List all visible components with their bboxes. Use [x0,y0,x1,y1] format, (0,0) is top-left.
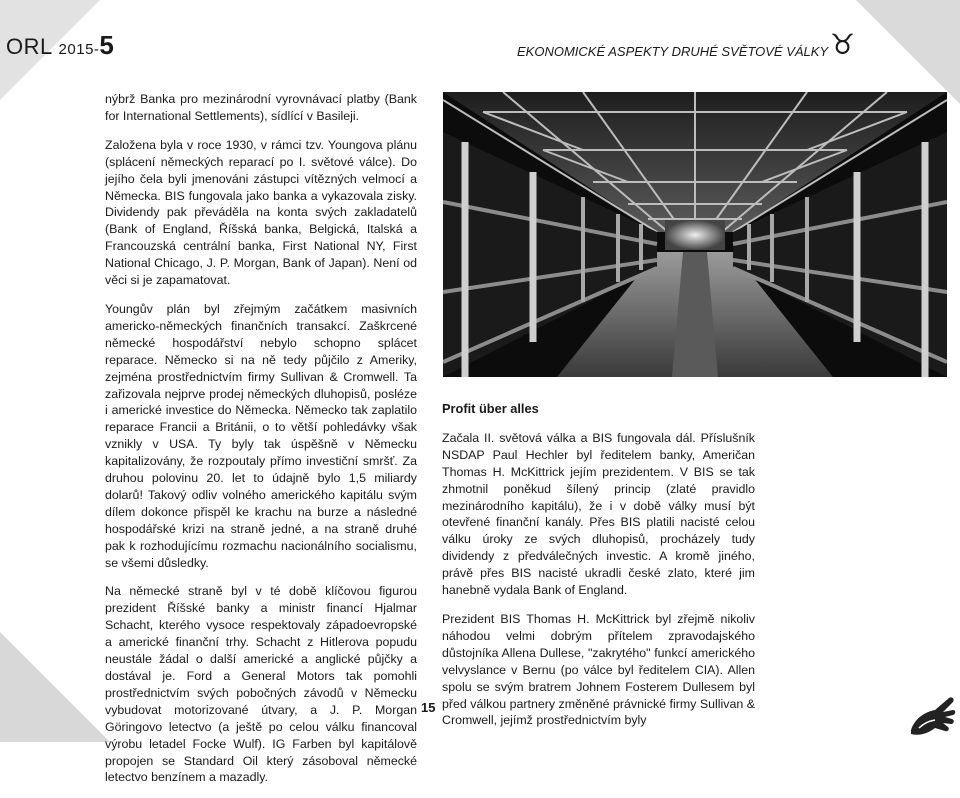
corner-decoration-top-right [856,0,960,104]
corner-decoration-bottom-left [0,632,110,742]
magazine-year: 2015- [58,41,100,58]
pointing-hand-icon [905,690,960,742]
section-heading: Profit über alles [442,401,539,416]
magazine-name: ORL [6,34,52,59]
paragraph: nýbrž Banka pro mezinárodní vyrovnávací platby (Bank for International Settlements), sídlící v Basileji. [105,92,417,123]
magazine-issue [6,30,114,61]
paragraph: Youngův plán byl zřejmým začátkem masivních americko-německých finančních transakcí. Zaškrcené německé hospodářství nebylo schopno splácet reparace. Německo si na ně tedy půjčilo z Ameriky, zejména prostřednictvím firmy Sullivan & Cromwell. Ta zařizovala nejprve prodej německých dluhopisů, posléze i americké investice do Německa. Německo tak zaplatilo reparace Francii a Británii, o to větší pohledávky však vznikly v USA. Ty byly tak úspěšně v Německu kapitalizovány, že rozpoutaly přímo investiční smršť. Za druhou polovinu 20. let to údajně bylo 1,5 miliardy dolarů! Takový odliv volného amerického kapitálu svým dílem dokonce přispěl ke krachu na burze a následné hospodářské krizi na straně jedné, a na straně druhé pak k rozhodujícímu rozmachu nacionálního socialismu, se všemi důsledky. [105,301,417,570]
section-title: EKONOMICKÉ ASPEKTY DRUHÉ SVĚTOVÉ VÁLKY [517,44,829,59]
taurus-icon: ♉ [830,29,856,60]
magazine-issue-number: 5 [99,30,115,60]
barracks-photo [443,92,947,377]
paragraph: Na německé straně byl v té době klíčovou figurou prezident Říšské banky a ministr financí Hjalmar Schacht, kterého vysoce respektovaly západoevropské a americké finanční trhy. Schacht z Hitlerova popudu neustále žádal o další americké a anglické půjčky a dostával je. Ford a General Motors tak pomohli prostřednictvím svých pobočných závodů v Německu vybudovat motorizované útvary, a J. P. Morgan Göringovo letectvo (a ještě po celou válku financoval výrobu letadel Focke Wulf). IG Farben byl kapitálově propojen se Standard Oil který zásoboval německé letectvo benzínem a mazadly. [105,584,417,785]
left-column [105,91,417,798]
paragraph: Založena byla v roce 1930, v rámci tzv. Youngova plánu (splácení německých reparací po I. světové válce). Do jejího čela byli jmenováni zástupci vítězných velmocí a Německa. BIS fungovala jako banka a vykazovala zisky. Dividendy pak převáděla na konta svých zakladatelů (Bank of England, Říšská banka, Belgická, Italská a Francouzská centrální banka, First National NY, First National Chicago, J. P. Morgan, Bank of Japan). Není od věci si je zapamatovat. [105,137,417,288]
page-number: 15 [421,700,436,715]
paragraph: Prezident BIS Thomas H. McKittrick byl zřejmě nikoliv náhodou velmi dobrým přítelem zpravodajského důstojníka Allena Dullese, "zakrytého" funkcí amerického velvyslance v Bernu (po válce byl ředitelem CIA). Allen spolu se svým bratrem Johnem Fosterem Dullesem byl před válkou partnery změněné právnické firmy Sullivan & Cromwell, jejímž prostřednictvím byly [442,611,755,728]
paragraph: Začala II. světová válka a BIS fungovala dál. Příslušník NSDAP Paul Hechler byl ředitelem banky, Američan Thomas H. McKittrick jejím prezidentem. V BIS se tak zhmotnil poněkud šílený princip (zlaté pravidlo mezinárodního kapitálu), že i v době války musí být otevřené finanční kanály. Přes BIS platili nacisté celou válku úroky ze svých dluhopisů, procházely tudy dividendy z předválečných investic. A kromě jiného, právě přes BIS nacisté ukradli české zlato, které jim hanebně vydala Bank of England. [442,430,755,598]
right-column [442,401,755,741]
